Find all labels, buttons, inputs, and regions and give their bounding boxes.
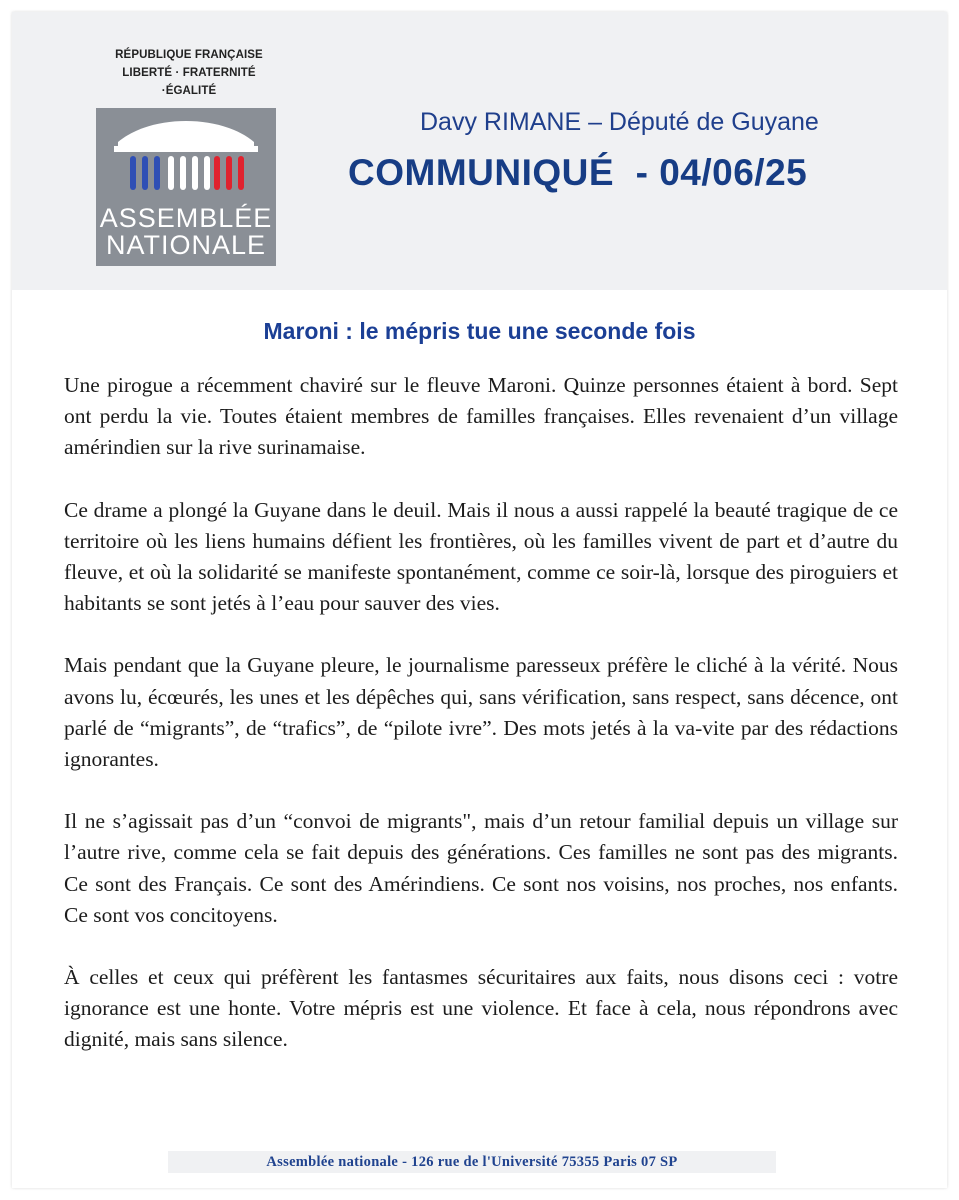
paragraph-2: Ce drame a plongé la Guyane dans le deuil. Mais il nous a aussi rappelé la beauté tragique de ce territoire où les liens humains défient les frontières, où les familles vivent de part et d’autre du fleuve, et où la solidarité se manifeste spontanément, comme ce soir-là, lorsque des piroguiers et habitants se sont jetés à l’eau pour sauver des vies. — [64, 497, 898, 616]
paragraph-5: À celles et ceux qui préfèrent les fantasmes sécuritaires aux faits, nous disons ceci : votre ignorance est une honte. Votre mépris est une violence. Et face à cela, nous répondrons avec dignité, mais sans silence. — [64, 965, 898, 1052]
logo-emblem — [96, 108, 276, 266]
communique-title: COMMUNIQUÉ - 04/06/25 — [348, 152, 808, 193]
logo-name-assemblee: ASSEMBLÉE — [99, 203, 273, 233]
paragraph-1: Une pirogue a récemment chaviré sur le fleuve Maroni. Quinze personnes étaient à bord. Sept ont perdu la vie. Toutes étaient membres de familles françaises. Elles revenaient d’un village amérindien sur la rive surinamaise. — [64, 373, 898, 460]
paragraph-3: Mais pendant que la Guyane pleure, le journalisme paresseux préfère le cliché à la vérité. Nous avons lu, écœurés, les unes et les dépêches qui, sans vérification, sans respect, sans décence, ont parlé de “migrants”, de “trafics”, de “pilote ivre”. Des mots jetés à la va-vite par des rédactions ignorantes. — [64, 653, 898, 772]
logo-devise: LIBERTÉ · FRATERNITÉ ·ÉGALITÉ — [122, 67, 256, 97]
communique-body — [64, 370, 898, 1087]
logo-republique: RÉPUBLIQUE FRANÇAISE — [115, 49, 263, 61]
deputy-name: Davy RIMANE – Député de Guyane — [420, 108, 819, 136]
communique-page — [12, 12, 947, 1188]
logo-name-nationale: NATIONALE — [105, 230, 267, 260]
assemblee-logo — [96, 46, 282, 266]
footer-address: Assemblée nationale - 126 rue de l'Université 75355 Paris 07 SP — [168, 1151, 776, 1173]
header-band — [12, 12, 947, 290]
headline: Maroni : le mépris tue une seconde fois — [263, 318, 696, 344]
paragraph-4: Il ne s’agissait pas d’un “convoi de migrants", mais d’un retour familial depuis un village sur l’autre rive, comme cela se fait depuis des générations. Ces familles ne sont pas des migrants. Ce sont des Français. Ce sont des Amérindiens. Ce sont nos voisins, nos proches, nos enfants. Ce sont vos concitoyens. — [64, 809, 898, 927]
